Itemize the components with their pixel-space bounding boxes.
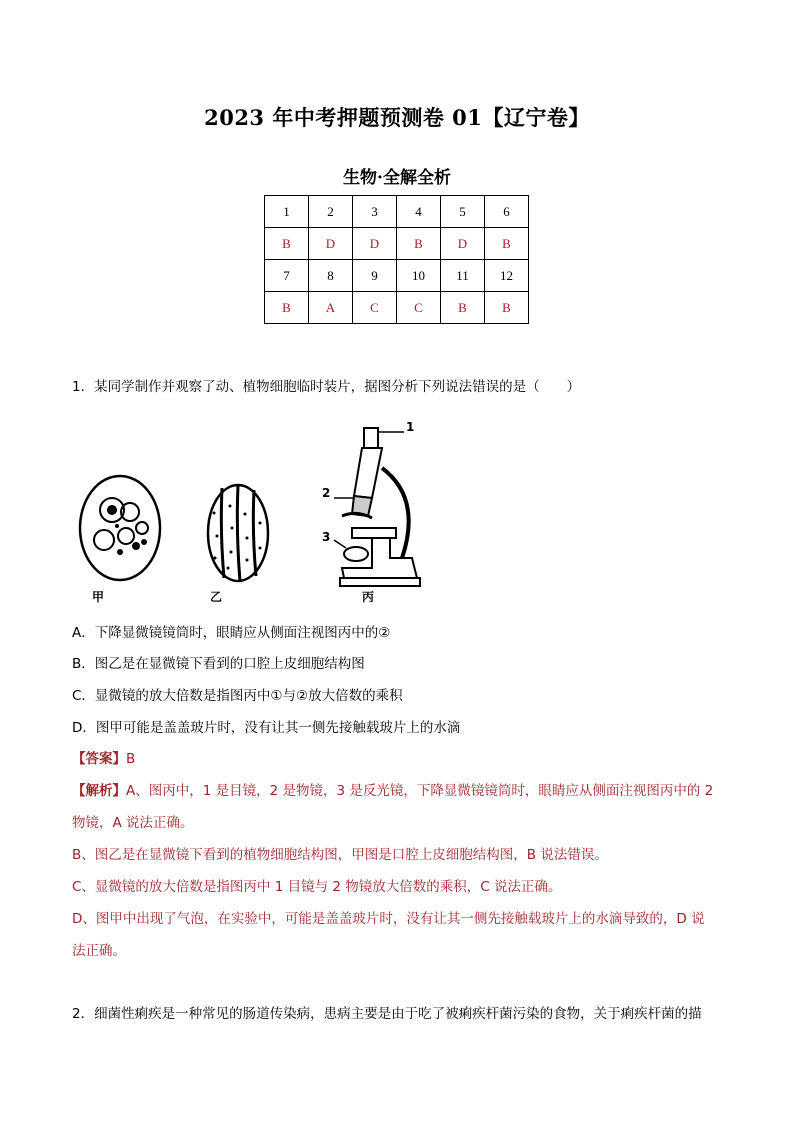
figure-number-1: 1	[406, 420, 415, 434]
figure-bing-microscope	[334, 428, 420, 586]
answer-tag: 【答案】	[72, 751, 126, 767]
table-cell: 12	[485, 260, 529, 292]
table-cell: B	[441, 292, 485, 324]
table-cell: 8	[309, 260, 353, 292]
table-cell: C	[353, 292, 397, 324]
question-1-stem: 1．某同学制作并观察了动、植物细胞临时装片，据图分析下列说法错误的是（ ）	[72, 379, 581, 395]
analysis-tag: 【解析】	[72, 783, 126, 799]
answer-line	[72, 747, 135, 767]
figure-label-yi: 乙	[210, 590, 223, 604]
table-row	[265, 260, 529, 292]
question-1-figure	[72, 418, 442, 608]
table-cell: D	[353, 228, 397, 260]
page-subtitle: 生物·全解全析	[343, 168, 451, 188]
table-row	[265, 196, 529, 228]
microscope-cells-illustration	[72, 418, 442, 608]
table-cell: B	[265, 292, 309, 324]
figure-label-jia: 甲	[92, 590, 105, 604]
table-cell: 6	[485, 196, 529, 228]
table-row	[265, 292, 529, 324]
answer-value: B	[126, 751, 136, 767]
figure-number-3: 3	[322, 530, 331, 544]
table-cell: B	[485, 228, 529, 260]
table-cell: B	[265, 228, 309, 260]
table-cell: 5	[441, 196, 485, 228]
option-a: A．下降显微镜镜筒时，眼睛应从侧面注视图丙中的②	[72, 625, 391, 641]
table-cell: 11	[441, 260, 485, 292]
figure-number-2: 2	[322, 486, 331, 500]
figure-jia-cells	[80, 476, 160, 580]
table-cell: 7	[265, 260, 309, 292]
option-b: B．图乙是在显微镜下看到的口腔上皮细胞结构图	[72, 656, 365, 672]
analysis-line-3: B、图乙是在显微镜下看到的植物细胞结构图，甲图是口腔上皮细胞结构图，B 说法错误。	[72, 847, 608, 863]
page-title: 2023 年中考押题预测卷 01【辽宁卷】	[204, 105, 590, 130]
table-cell: D	[309, 228, 353, 260]
table-cell: 1	[265, 196, 309, 228]
option-c: C．显微镜的放大倍数是指图丙中①与②放大倍数的乘积	[72, 688, 403, 704]
table-cell: B	[485, 292, 529, 324]
table-cell: 2	[309, 196, 353, 228]
option-d: D．图甲可能是盖盖玻片时，没有让其一侧先接触载玻片上的水滴	[72, 720, 461, 736]
table-cell: D	[441, 228, 485, 260]
question-2-stem: 2．细菌性痢疾是一种常见的肠道传染病，患病主要是由于吃了被痢疾杆菌污染的食物，关于痢疾杆菌的描	[72, 1006, 702, 1022]
table-row	[265, 228, 529, 260]
table-cell: B	[397, 228, 441, 260]
answer-table	[264, 195, 529, 324]
analysis-line-1	[72, 779, 713, 799]
analysis-text: A、图丙中，1 是目镜，2 是物镜，3 是反光镜，下降显微镜镜筒时，眼睛应从侧面注视图丙中的 2	[126, 783, 714, 799]
analysis-line-5: D、图甲中出现了气泡，在实验中，可能是盖盖玻片时，没有让其一侧先接触载玻片上的水滴导致的，D 说	[72, 911, 705, 927]
analysis-line-4: C、显微镜的放大倍数是指图丙中 1 目镜与 2 物镜放大倍数的乘积，C 说法正确。	[72, 879, 562, 895]
table-cell: 3	[353, 196, 397, 228]
analysis-line-2: 物镜，A 说法正确。	[72, 815, 194, 831]
figure-label-bing: 丙	[362, 590, 375, 604]
table-cell: C	[397, 292, 441, 324]
table-cell: 4	[397, 196, 441, 228]
figure-yi-cells	[208, 485, 268, 581]
table-cell: 10	[397, 260, 441, 292]
table-cell: 9	[353, 260, 397, 292]
analysis-line-6: 法正确。	[72, 943, 126, 959]
table-cell: A	[309, 292, 353, 324]
